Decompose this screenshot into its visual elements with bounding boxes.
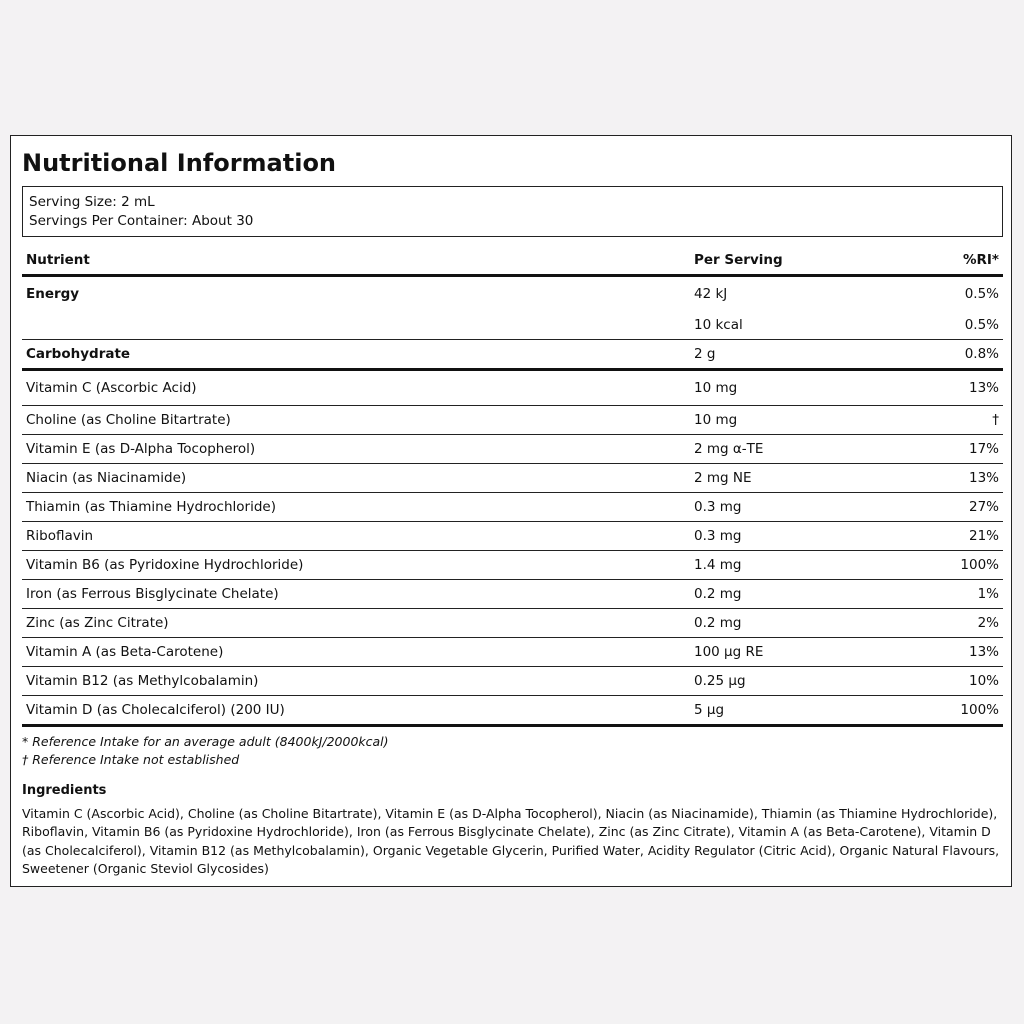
serving-size: Serving Size: 2 mL xyxy=(29,194,155,210)
nutrient-name: Choline (as Choline Bitartrate) xyxy=(26,412,231,428)
ri-value: 13% xyxy=(968,380,999,396)
table-row xyxy=(22,406,1003,435)
table-row xyxy=(22,696,1003,726)
nutrient-name: Thiamin (as Thiamine Hydrochloride) xyxy=(26,499,276,515)
table-row xyxy=(22,493,1003,522)
table-row xyxy=(22,580,1003,609)
nutrient-name: Vitamin B6 (as Pyridoxine Hydrochloride) xyxy=(26,557,304,573)
per-serving-value: 0.2 mg xyxy=(694,586,742,602)
ri-value: 1% xyxy=(977,586,999,602)
serving-info-box xyxy=(22,186,1003,237)
table-row xyxy=(22,609,1003,638)
table-row xyxy=(22,340,1003,370)
table-row xyxy=(22,667,1003,696)
ri-value: 10% xyxy=(968,673,999,689)
nutrient-name: Vitamin E (as D-Alpha Tocopherol) xyxy=(26,441,256,457)
table-row xyxy=(22,638,1003,667)
nutrient-name: Niacin (as Niacinamide) xyxy=(26,470,187,486)
ri-value: 17% xyxy=(968,441,999,457)
per-serving-value: 0.25 µg xyxy=(694,673,746,689)
per-serving-value: 5 µg xyxy=(694,702,725,718)
ingredients-heading: Ingredients xyxy=(22,783,107,798)
ri-value: 0.5% xyxy=(964,317,999,333)
table-row xyxy=(22,551,1003,580)
ri-value: 21% xyxy=(968,528,999,544)
footnote-ri: * Reference Intake for an average adult (8400kJ/2000kcal) xyxy=(22,734,389,749)
nutrient-name: Riboflavin xyxy=(26,528,94,544)
nutrition-panel xyxy=(10,135,1012,887)
page-title: Nutritional Information xyxy=(22,149,337,177)
ri-value: 13% xyxy=(968,644,999,660)
header-per-serving: Per Serving xyxy=(694,252,783,268)
per-serving-value: 10 kcal xyxy=(694,317,743,333)
nutrient-name: Carbohydrate xyxy=(26,346,131,362)
ingredients-text: Vitamin C (Ascorbic Acid), Choline (as Choline Bitartrate), Vitamin E (as D-Alpha Tocopherol), Niacin (as Niacinamide), Thiamin (as Thiamine Hydrochloride), Riboflavin, Vitamin B6 (as Pyridoxine Hydrochloride), Iron (as Ferrous Bisglycinate Chelate), Zinc (as Zinc Citrate), Vitamin A (as Beta-Carotene), Vitamin D (as Cholecalciferol), Vitamin B12 (as Methylcobalamin), Organic Vegetable Glycerin, Purified Water, Acidity Regulator (Citric Acid), Organic Natural Flavours, Sweetener (Organic Steviol Glycosides) xyxy=(22,806,1000,877)
nutrient-name: Vitamin A (as Beta-Carotene) xyxy=(26,644,224,660)
per-serving-value: 100 µg RE xyxy=(694,644,764,660)
nutrient-name: Vitamin D (as Cholecalciferol) (200 IU) xyxy=(26,702,285,718)
table-header-row xyxy=(22,246,1003,276)
header-ri: %RI* xyxy=(962,252,999,268)
per-serving-value: 0.3 mg xyxy=(694,528,742,544)
per-serving-value: 2 mg α-TE xyxy=(694,441,764,457)
nutrient-table xyxy=(22,246,1003,727)
nutrient-name: Iron (as Ferrous Bisglycinate Chelate) xyxy=(26,586,279,602)
ri-value: 0.5% xyxy=(964,286,999,302)
nutrient-name: Vitamin C (Ascorbic Acid) xyxy=(26,380,197,396)
table-row xyxy=(22,522,1003,551)
per-serving-value: 0.2 mg xyxy=(694,615,742,631)
footnotes xyxy=(22,733,389,769)
table-row xyxy=(22,311,1003,340)
ri-value: † xyxy=(992,412,999,428)
per-serving-value: 2 mg NE xyxy=(694,470,752,486)
nutrient-name: Zinc (as Zinc Citrate) xyxy=(26,615,169,631)
footnote-not-established: † Reference Intake not established xyxy=(22,752,240,767)
nutrient-name: Vitamin B12 (as Methylcobalamin) xyxy=(26,673,259,689)
ri-value: 2% xyxy=(977,615,999,631)
nutrient-name: Energy xyxy=(26,286,80,302)
per-serving-value: 2 g xyxy=(694,346,716,362)
ri-value: 100% xyxy=(960,557,999,573)
ri-value: 27% xyxy=(968,499,999,515)
per-serving-value: 0.3 mg xyxy=(694,499,742,515)
header-nutrient: Nutrient xyxy=(26,252,90,268)
per-serving-value: 10 mg xyxy=(694,412,738,428)
ri-value: 13% xyxy=(968,470,999,486)
table-row xyxy=(22,370,1003,406)
per-serving-value: 10 mg xyxy=(694,380,738,396)
table-row xyxy=(22,435,1003,464)
per-serving-value: 42 kJ xyxy=(694,286,728,302)
ri-value: 0.8% xyxy=(964,346,999,362)
table-row xyxy=(22,464,1003,493)
table-row xyxy=(22,276,1003,312)
servings-per-container: Servings Per Container: About 30 xyxy=(29,213,254,229)
ri-value: 100% xyxy=(960,702,999,718)
nutrient-name xyxy=(22,311,690,340)
per-serving-value: 1.4 mg xyxy=(694,557,742,573)
